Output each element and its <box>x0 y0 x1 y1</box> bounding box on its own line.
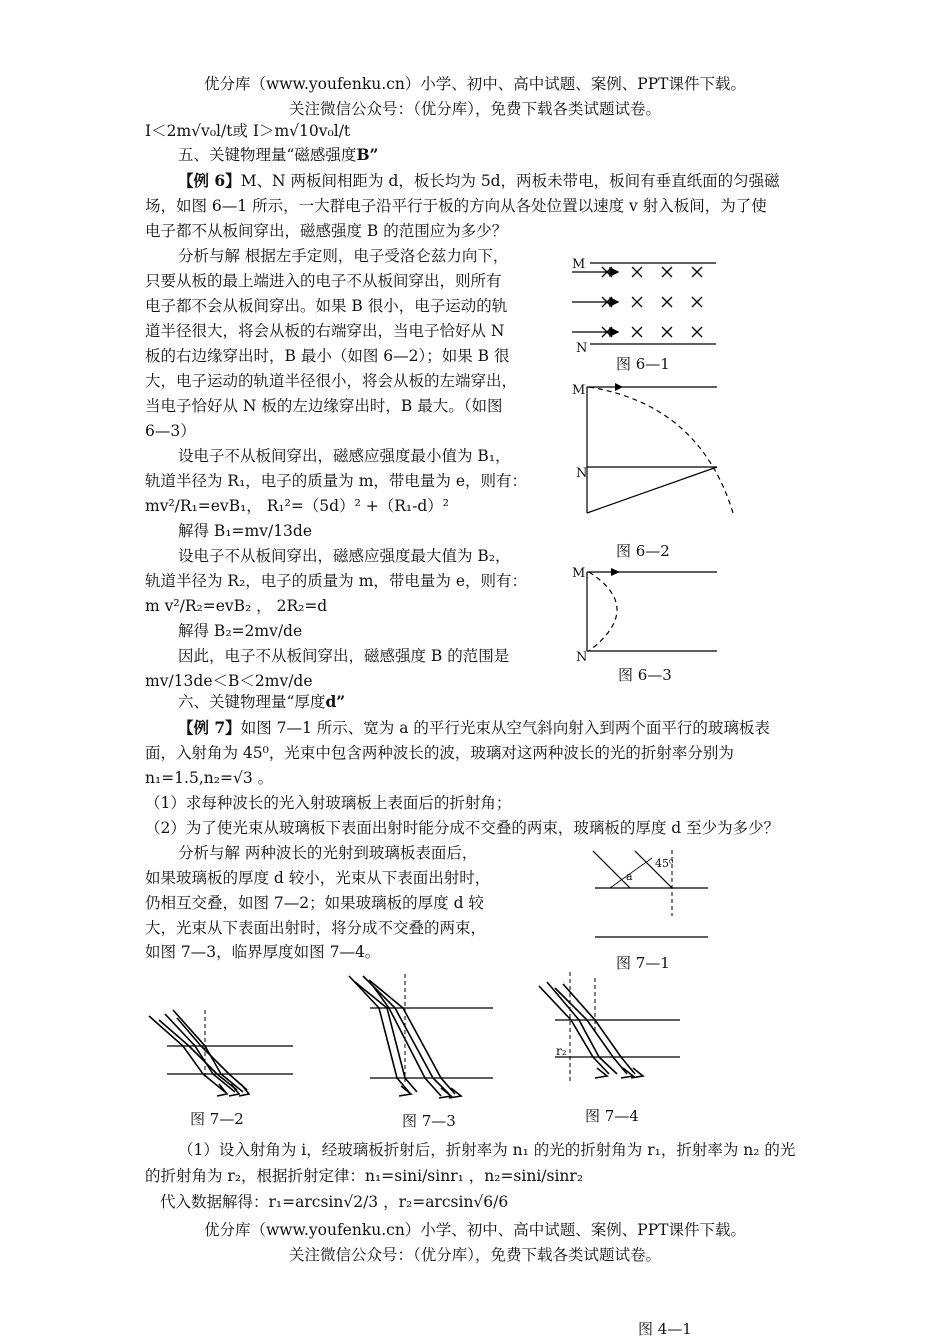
example7-line3: n₁=1.5,n₂=√3 。 <box>145 769 274 787</box>
s5-min-4: 解得 B₁=mv/13de <box>178 522 313 540</box>
top-formula: I＜2m√v₀l/t或 I＞m√10v₀l/t <box>145 122 351 140</box>
figure-7-4 <box>535 970 685 1090</box>
fig74-caption: 图 7—4 <box>585 1107 639 1125</box>
s6-analysis-3: 仍相互交叠，如图 7—2；如果玻璃板的厚度 d 较 <box>145 894 484 912</box>
figure-6-3 <box>585 568 725 658</box>
s5-conclusion-2: mv/13de＜B＜2mv/de <box>145 672 313 690</box>
example7-line1: 【例 7】如图 7—1 所示、宽为 a 的平行光束从空气斜向射入到两个面平行的玻璃板表 <box>178 718 770 737</box>
s6-analysis-4: 大，光束从下表面出射时，将分成不交叠的两束， <box>145 919 487 937</box>
fig63-label-m: M <box>572 566 586 581</box>
s5-analysis-2: 只要从板的最上端进入的电子不从板间穿出，则所有 <box>145 272 502 290</box>
s5-conclusion-1: 因此，电子不从板间穿出，磁感强度 B 的范围是 <box>178 647 510 665</box>
s5-analysis-8: 6—3） <box>145 422 196 440</box>
fig73-caption: 图 7—3 <box>402 1112 456 1130</box>
s5-max-4: 解得 B₂=2mv/de <box>178 622 303 640</box>
s5-analysis-5: 板的右边缘穿出时，B 最小（如图 6—2）；如果 B 很 <box>145 347 510 365</box>
fig63-label-n: N <box>576 650 588 665</box>
fig61-label-n: N <box>576 341 588 356</box>
s5-analysis-7: 当电子恰好从 N 板的左边缘穿出时，B 最大。（如图 <box>145 397 503 415</box>
s5-max-3: m v²/R₂=evB₂ ， 2R₂=d <box>145 597 328 615</box>
s5-analysis-6: 大，电子运动的轨道半径很小，将会从板的左端穿出， <box>145 372 518 390</box>
s5-analysis-4: 道半径很大，将会从板的右端穿出，当电子恰好从 N <box>145 322 505 340</box>
example6-line3: 电子都不从板间穿出，磁感强度 B 的范围应为多少？ <box>145 222 508 240</box>
s5-max-2: 轨道半径为 R₂，电子的质量为 m，带电量为 e，则有： <box>145 572 528 590</box>
s5-min-2: 轨道半径为 R₁，电子的质量为 m，带电量为 e，则有： <box>145 472 528 490</box>
solution-1-line1: （1）设入射角为 i，经玻璃板折射后，折射率为 n₁ 的光的折射角为 r₁，折射率为 n₂ 的光 <box>178 1141 796 1159</box>
s6-analysis-5: 如图 7—3，临界厚度如图 7—4。 <box>145 943 381 961</box>
figure-7-3 <box>345 972 500 1107</box>
footer-line-1: 优分库（www.youfenku.cn）小学、初中、高中试题、案例、PPT课件下载。 <box>203 1221 747 1239</box>
header-line-2: 关注微信公众号：（优分库），免费下载各类试题试卷。 <box>288 100 661 118</box>
fig62-label-n: N <box>576 466 588 481</box>
figure-6-2 <box>585 385 745 520</box>
s5-analysis-3: 电子都不会从板间穿出。如果 B 很小，电子运动的轨 <box>145 297 508 315</box>
s5-min-1: 设电子不从板间穿出，磁感应强度最小值为 B₁， <box>178 447 511 465</box>
solution-1-line3: 代入数据解得：r₁=arcsin√2/3 ，r₂=arcsin√6/6 <box>160 1193 509 1211</box>
example7-q1: （1）求每种波长的光入射玻璃板上表面后的折射角； <box>145 794 512 812</box>
footer-line-2: 关注微信公众号：（优分库），免费下载各类试题试卷。 <box>288 1246 661 1264</box>
fig62-label-m: M <box>572 383 586 398</box>
example7-q2: （2）为了使光束从玻璃板下表面出射时能分成不交叠的两束，玻璃板的厚度 d 至少为多少？ <box>145 819 780 837</box>
fig62-caption: 图 6—2 <box>616 542 670 560</box>
fig71-label-angle: 45⁰ <box>655 857 674 870</box>
solution-1-line2: 的折射角为 r₂，根据折射定律：n₁=sini/sinr₁ ，n₂=sini/sinr₂ <box>145 1167 584 1185</box>
s5-max-1: 设电子不从板间穿出，磁感应强度最大值为 B₂， <box>178 547 511 565</box>
s5-min-3: mv²/R₁=evB₁， R₁²=（5d）² +（R₁-d）² <box>145 497 449 515</box>
header-line-1: 优分库（www.youfenku.cn）小学、初中、高中试题、案例、PPT课件下载。 <box>203 75 747 93</box>
fig61-label-m: M <box>572 257 586 272</box>
s6-analysis-2: 如果玻璃板的厚度 d 较小，光束从下表面出射时， <box>145 869 491 887</box>
example7-line2: 面，入射角为 45⁰，光束中包含两种波长的波，玻璃对这两种波长的光的折射率分别为 <box>145 744 734 762</box>
figure-7-2 <box>145 1008 305 1108</box>
s5-analysis-1: 分析与解 根据左手定则，电子受洛仑兹力向下， <box>178 247 509 265</box>
corner-caption: 图 4—1 <box>638 1320 692 1338</box>
fig71-label-a: a <box>626 870 633 883</box>
fig72-caption: 图 7—2 <box>190 1110 244 1128</box>
section5-title: 五、关键物理量“磁感强度B” <box>178 145 379 164</box>
fig61-caption: 图 6—1 <box>616 355 670 373</box>
fig71-caption: 图 7—1 <box>616 954 670 972</box>
figure-6-1 <box>570 255 730 355</box>
fig63-caption: 图 6—3 <box>618 666 672 684</box>
fig74-label-r2: r₂ <box>556 1044 567 1058</box>
s6-analysis-1: 分析与解 两种波长的光射到玻璃板表面后， <box>178 844 478 862</box>
example6-line2: 场，如图 6—1 所示，一大群电子沿平行于板的方向从各处位置以速度 v 射入板间，为了使 <box>145 197 767 215</box>
example6-line1: 【例 6】M、N 两板间相距为 d，板长均为 5d，两板未带电，板间有垂直纸面的匀强磁 <box>178 171 780 190</box>
figure-7-1 <box>590 848 715 943</box>
section6-title: 六、关键物理量“厚度d” <box>178 692 346 711</box>
